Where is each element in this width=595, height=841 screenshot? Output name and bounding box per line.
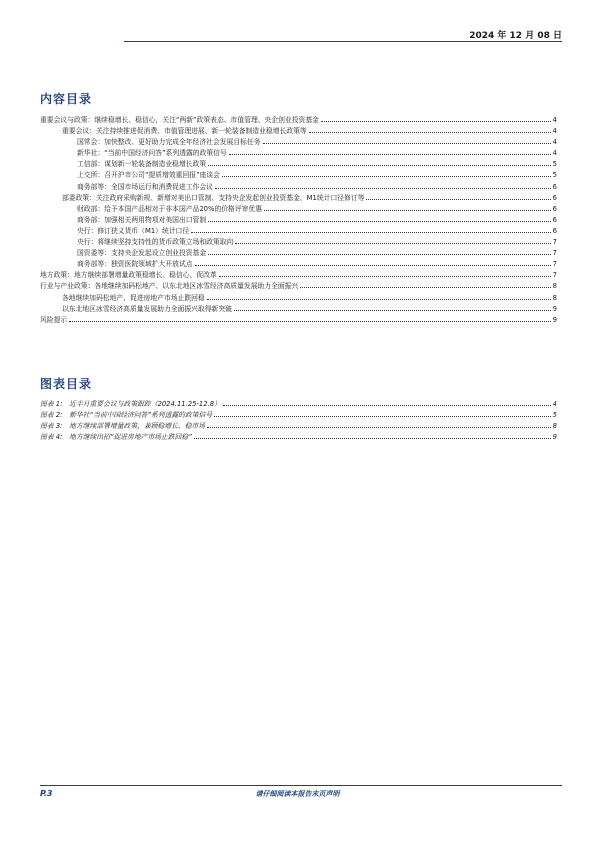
dot-leader: [222, 169, 551, 177]
toc-entry[interactable]: [40, 247, 557, 258]
entry-title: 图表 3: 地方继续部署增量政策，兼顾稳增长、稳市场: [40, 422, 206, 431]
dot-leader: [207, 420, 551, 428]
dot-leader: [264, 203, 551, 211]
entry-title: 各地继续加码松地产、促进房地产市场止跌回稳: [62, 293, 205, 302]
disclaimer-text: 请仔细阅读本报告末页声明: [255, 790, 340, 798]
toc-entry[interactable]: [40, 225, 557, 236]
dot-leader: [321, 114, 551, 122]
entry-page-number: 4: [552, 400, 557, 408]
toc-entry[interactable]: [40, 292, 557, 303]
toc-entry[interactable]: [40, 125, 557, 136]
toc-entry[interactable]: [40, 169, 557, 180]
toc-entry[interactable]: [40, 258, 557, 269]
entry-title: 以东北地区冰雪经济高质量发展助力全面振兴取得新突破: [62, 304, 232, 313]
entry-page-number: 7: [552, 238, 557, 247]
entry-page-number: 8: [552, 422, 557, 431]
entry-title: 图表 2: 新华社“当前中国经济问答”系列透露的政策信号: [40, 411, 213, 420]
entry-title: 图表 4: 地方继续出招“促进房地产市场止跌回稳”: [40, 433, 192, 442]
entry-title: 行业与产业政策：各地继续加码松地产、以东北地区冰雪经济高质量发展助力全面振兴: [40, 282, 299, 291]
entry-title: 部委政策：关注政府采购新规、新增对美出口管制、支持央企发起创业投资基金、M1统计口径修订等: [62, 193, 365, 202]
report-date: 2024 年 12 月 08 日: [469, 31, 562, 41]
toc-entry[interactable]: [40, 181, 557, 192]
entry-title: 新华社：“当前中国经济问答”系列透露的政策信号: [77, 149, 227, 158]
toc-entry[interactable]: [40, 147, 557, 158]
entry-title: 工信部：谋划新一轮装备制造业稳增长政策: [77, 160, 207, 169]
entry-page-number: 8: [552, 293, 557, 302]
entry-title: 国资委等：支持央企发起设立创业投资基金: [77, 249, 207, 258]
entry-page-number: 9: [552, 304, 557, 313]
entry-title: 重要会议与政策：继续稳增长、稳信心，关注“两新”政策表态、市值管理、央企创业投资基金: [40, 116, 319, 124]
entry-page-number: 5: [552, 171, 557, 180]
entry-page-number: 6: [552, 204, 557, 213]
dot-leader: [234, 303, 551, 311]
toc-entry[interactable]: [40, 314, 557, 325]
figures-list: [40, 398, 557, 442]
toc-entry[interactable]: [40, 114, 557, 125]
dot-leader: [195, 258, 551, 266]
entry-title: 商务部：加强相关两用物项对美国出口管制: [77, 215, 207, 224]
contents-list: [40, 114, 557, 325]
dot-leader: [300, 280, 550, 288]
entry-title: 国常会：加快整改、更好助力完成全年经济社会发展目标任务: [77, 138, 261, 147]
entry-title: 央行：将继续坚持支持性的货币政策立场和政策取向: [77, 238, 234, 247]
dot-leader: [235, 236, 550, 244]
dot-leader: [194, 431, 551, 439]
dot-leader: [208, 214, 551, 222]
page-number: P.3: [40, 789, 53, 798]
entry-page-number: 6: [552, 215, 557, 224]
toc-entry[interactable]: [40, 269, 557, 280]
entry-title: 央行：修订狭义货币（M1）统计口径: [77, 226, 190, 235]
entry-page-number: 6: [552, 182, 557, 191]
entry-page-number: 6: [552, 193, 557, 202]
toc-entry[interactable]: [40, 192, 557, 203]
figure-entry[interactable]: [40, 431, 557, 442]
entry-title: 地方政策：地方继续部署增量政策稳增长、稳信心、促改革: [40, 271, 217, 280]
entry-page-number: 4: [552, 127, 557, 136]
footer-rule: [40, 785, 562, 786]
toc-entry[interactable]: [40, 136, 557, 147]
entry-page-number: 4: [552, 138, 557, 147]
entry-title: 财政部：给予本国产品相对于非本国产品20%的价格评审优惠: [77, 204, 263, 213]
contents-title: 内容目录: [40, 92, 93, 106]
entry-title: 图表 1: 近半月重要会议与政策跟踪（2024.11.25-12.8）: [40, 400, 221, 408]
dot-leader: [69, 314, 550, 322]
dot-leader: [191, 225, 551, 233]
entry-page-number: 5: [552, 411, 557, 420]
entry-page-number: 4: [552, 149, 557, 158]
dot-leader: [208, 158, 551, 166]
dot-leader: [309, 125, 551, 133]
figure-entry[interactable]: [40, 409, 557, 420]
entry-title: 商务部等：全国市场运行和消费促进工作会议: [77, 182, 213, 191]
entry-page-number: 7: [552, 249, 557, 258]
header-rule: [124, 41, 562, 42]
entry-page-number: 5: [552, 160, 557, 169]
dot-leader: [215, 181, 551, 189]
toc-entry[interactable]: [40, 214, 557, 225]
entry-page-number: 6: [552, 226, 557, 235]
toc-entry[interactable]: [40, 303, 557, 314]
figures-title: 图表目录: [40, 377, 93, 391]
entry-page-number: 9: [552, 315, 557, 324]
dot-leader: [214, 409, 551, 417]
dot-leader: [263, 136, 551, 144]
entry-title: 风险提示: [40, 315, 68, 324]
dot-leader: [219, 269, 551, 277]
dot-leader: [229, 147, 551, 155]
entry-title: 上交所：召开沪市公司“提质增效重回报”座谈会: [77, 171, 220, 180]
dot-leader: [223, 398, 551, 406]
dot-leader: [207, 292, 551, 300]
entry-title: 重要会议：关注持续推进促消费、市值管理进展、新一轮装备制造业稳增长政策等: [62, 127, 307, 136]
toc-entry[interactable]: [40, 236, 557, 247]
toc-entry[interactable]: [40, 280, 557, 291]
toc-entry[interactable]: [40, 158, 557, 169]
entry-page-number: 8: [552, 282, 557, 291]
entry-title: 商务部等：独资医院领域扩大开放试点: [77, 260, 193, 269]
entry-page-number: 4: [552, 116, 557, 124]
figure-entry[interactable]: [40, 398, 557, 409]
dot-leader: [208, 247, 551, 255]
dot-leader: [366, 192, 550, 200]
entry-page-number: 9: [552, 433, 557, 442]
entry-page-number: 7: [552, 271, 557, 280]
entry-page-number: 7: [552, 260, 557, 269]
toc-entry[interactable]: [40, 203, 557, 214]
figure-entry[interactable]: [40, 420, 557, 431]
